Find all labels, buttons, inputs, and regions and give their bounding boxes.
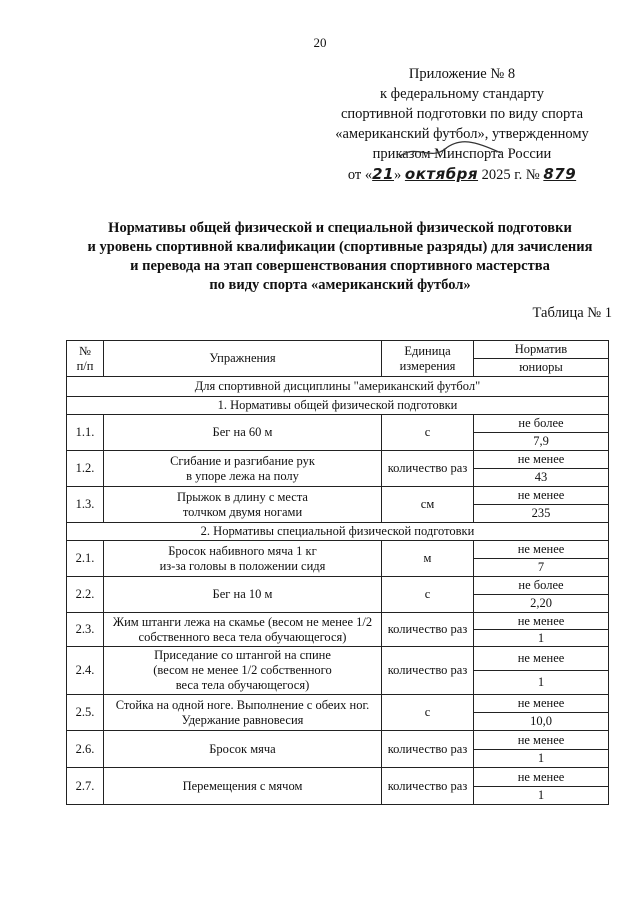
appendix-line: к федеральному стандарту: [380, 86, 544, 102]
table-row: [67, 487, 609, 505]
row-number: 2.3.: [67, 613, 104, 647]
header-norm: Норматив: [474, 341, 609, 359]
appendix-line: «американский футбол», утвержденному: [335, 126, 589, 142]
exercise-line: Бег на 10 м: [212, 587, 273, 601]
appendix-line: спортивной подготовки по виду спорта: [340, 106, 584, 122]
exercise-cell: [104, 647, 382, 695]
table-label: Таблица № 1: [532, 305, 612, 321]
exercise-cell: [104, 541, 382, 577]
exercise-cell: [104, 451, 382, 487]
exercise-cell: [104, 613, 382, 647]
norm-qualifier: не менее: [474, 541, 609, 559]
norm-qualifier: не более: [474, 415, 609, 433]
row-number: 2.6.: [67, 731, 104, 768]
unit-cell: количество раз: [382, 647, 474, 695]
page-number: 20: [313, 35, 327, 50]
exercise-line: Прыжок в длину с места: [177, 489, 308, 504]
discipline-row: [67, 377, 609, 397]
section-row: [67, 523, 609, 541]
section-title: 2. Нормативы специальной физической подготовки: [67, 523, 609, 541]
norm-value: 2,20: [474, 595, 609, 613]
norm-value: 7,9: [474, 433, 609, 451]
norm-qualifier: не менее: [474, 647, 609, 671]
norm-qualifier: не более: [474, 577, 609, 595]
exercise-line: толчком двумя ногами: [182, 504, 303, 519]
date-prefix: от «: [347, 167, 373, 183]
unit-cell: количество раз: [382, 451, 474, 487]
unit-cell: количество раз: [382, 731, 474, 768]
unit-cell: с: [382, 695, 474, 731]
unit-cell: см: [382, 487, 474, 523]
norm-qualifier: не менее: [474, 487, 609, 505]
exercise-line: собственного веса тела обучающегося): [138, 629, 347, 644]
date-mid: »: [394, 167, 402, 183]
exercise-line: в упоре лежа на полу: [186, 468, 299, 483]
table-row: [67, 731, 609, 750]
title-line: и уровень спортивной квалификации (спортивные разряды) для зачисления: [87, 239, 593, 255]
norm-value: 1: [474, 787, 609, 805]
section-title: 1. Нормативы общей физической подготовки: [67, 397, 609, 415]
table-row: [67, 541, 609, 559]
title-line: по виду спорта «американский футбол»: [209, 277, 471, 293]
row-number: 2.2.: [67, 577, 104, 613]
unit-cell: с: [382, 577, 474, 613]
exercise-cell: [104, 731, 382, 768]
title-line: и перевода на этап совершенствования спортивного мастерства: [130, 258, 550, 274]
date-day-handwritten: 21: [372, 165, 395, 183]
norm-qualifier: не менее: [474, 451, 609, 469]
row-number: 1.3.: [67, 487, 104, 523]
unit-cell: с: [382, 415, 474, 451]
table-row: [67, 647, 609, 671]
unit-cell: количество раз: [382, 768, 474, 805]
exercise-line: Приседание со штангой на спине: [154, 648, 331, 662]
discipline-cell: Для спортивной дисциплины "американский футбол": [67, 377, 609, 397]
section-row: [67, 397, 609, 415]
header-unit: Единица измерения: [382, 341, 474, 377]
norm-qualifier: не менее: [474, 731, 609, 750]
table-row: [67, 415, 609, 433]
norm-value: 7: [474, 559, 609, 577]
title-line: Нормативы общей физической и специальной физической подготовки: [108, 220, 572, 236]
exercise-line: Бросок набивного мяча 1 кг: [168, 543, 317, 558]
header-juniors: юниоры: [474, 359, 609, 377]
row-number: 2.7.: [67, 768, 104, 805]
row-number: 2.1.: [67, 541, 104, 577]
norm-value: 235: [474, 505, 609, 523]
row-number: 2.5.: [67, 695, 104, 731]
appendix-line: приказом Минспорта России: [372, 146, 552, 162]
norms-table: [66, 340, 609, 805]
row-number: 1.2.: [67, 451, 104, 487]
exercise-line: из-за головы в положении сидя: [159, 558, 326, 573]
document-title: [60, 219, 620, 295]
norm-qualifier: не менее: [474, 613, 609, 630]
table-row: [67, 451, 609, 469]
norm-qualifier: не менее: [474, 695, 609, 713]
order-number-handwritten: 879: [543, 165, 577, 183]
row-number: 1.1.: [67, 415, 104, 451]
table-header-row: [67, 341, 609, 359]
header-exercises: Упражнения: [104, 341, 382, 377]
appendix-line: Приложение № 8: [408, 66, 516, 82]
norm-value: 10,0: [474, 713, 609, 731]
table-row: [67, 577, 609, 595]
table-row: [67, 613, 609, 630]
unit-cell: количество раз: [382, 613, 474, 647]
appendix-date-line: [312, 164, 612, 185]
unit-cell: м: [382, 541, 474, 577]
exercise-line: Сгибание и разгибание рук: [170, 453, 315, 468]
norm-value: 1: [474, 750, 609, 768]
exercise-line: Удержание равновесия: [181, 712, 304, 727]
appendix-block: [312, 64, 612, 185]
exercise-line: веса тела обучающегося): [175, 678, 310, 692]
exercise-line: Перемещения с мячом: [182, 778, 303, 793]
norm-value: 1: [474, 630, 609, 647]
exercise-cell: [104, 577, 382, 613]
norm-value: 1: [474, 671, 609, 695]
norm-value: 43: [474, 469, 609, 487]
row-number: 2.4.: [67, 647, 104, 695]
exercise-line: Стойка на одной ноге. Выполнение с обеих ног.: [115, 697, 370, 712]
exercise-line: Бросок мяча: [209, 741, 276, 756]
exercise-cell: [104, 695, 382, 731]
date-year: 2025 г. №: [481, 167, 540, 183]
exercise-line: (весом не менее 1/2 собственного: [153, 663, 332, 677]
table-row: [67, 695, 609, 713]
exercise-cell: [104, 415, 382, 451]
header-num: № п/п: [67, 341, 104, 377]
exercise-cell: [104, 768, 382, 805]
exercise-line: Жим штанги лежа на скамье (весом не менее 1/2: [112, 614, 373, 629]
date-month-handwritten: октября: [404, 165, 479, 183]
exercise-line: Бег на 60 м: [212, 425, 273, 439]
norm-qualifier: не менее: [474, 768, 609, 787]
table-row: [67, 768, 609, 787]
exercise-cell: [104, 487, 382, 523]
